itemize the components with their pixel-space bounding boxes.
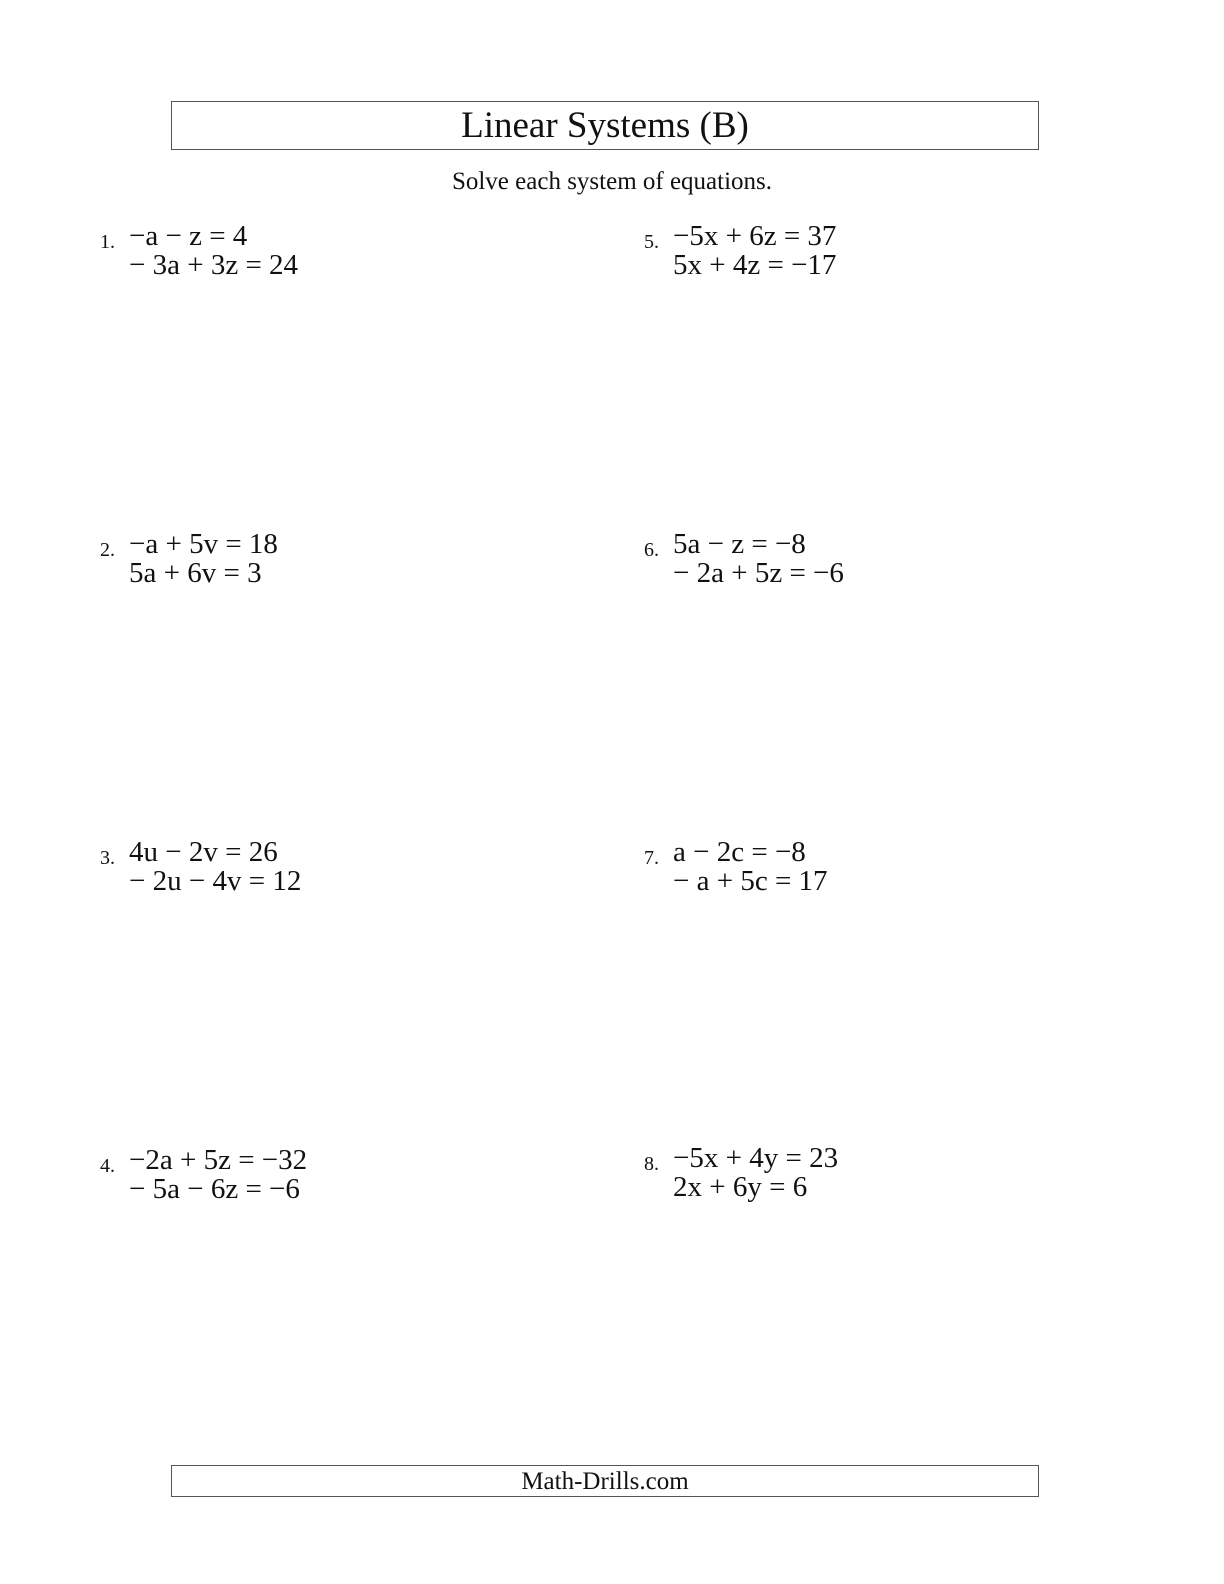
equation-1: 5a − z = −8 — [673, 528, 806, 560]
worksheet-title: Linear Systems (B) — [461, 105, 749, 146]
equation-1: a − 2c = −8 — [673, 836, 806, 868]
equation-2: 5x + 4z = −17 — [673, 249, 837, 281]
equation-1: −a + 5v = 18 — [129, 528, 278, 560]
equation-1: −a − z = 4 — [129, 220, 248, 252]
problem-number: 7. — [644, 847, 659, 869]
worksheet-title-box — [171, 101, 1039, 150]
footer-site-name: Math-Drills.com — [521, 1467, 689, 1495]
equation-2: 5a + 6v = 3 — [129, 557, 262, 589]
problem-number: 6. — [644, 539, 659, 561]
equation-2: − 5a − 6z = −6 — [129, 1173, 300, 1205]
equation-1: −5x + 4y = 23 — [673, 1142, 839, 1174]
problem-number: 5. — [644, 231, 659, 253]
problem-number: 3. — [100, 847, 115, 869]
worksheet-instructions: Solve each system of equations. — [451, 168, 773, 195]
equation-1: 4u − 2v = 26 — [129, 836, 278, 868]
equation-2: − 2u − 4v = 12 — [129, 865, 302, 897]
footer-box — [171, 1465, 1039, 1497]
problem-number: 1. — [100, 231, 115, 253]
equation-2: 2x + 6y = 6 — [673, 1171, 808, 1203]
equation-2: − 3a + 3z = 24 — [129, 249, 299, 281]
problem-number: 4. — [100, 1155, 115, 1177]
equation-2: − a + 5c = 17 — [673, 865, 828, 897]
equation-2: − 2a + 5z = −6 — [673, 557, 844, 589]
equation-1: −5x + 6z = 37 — [673, 220, 837, 252]
equation-1: −2a + 5z = −32 — [129, 1144, 308, 1176]
problem-number: 2. — [100, 539, 115, 561]
problem-number: 8. — [644, 1153, 659, 1175]
